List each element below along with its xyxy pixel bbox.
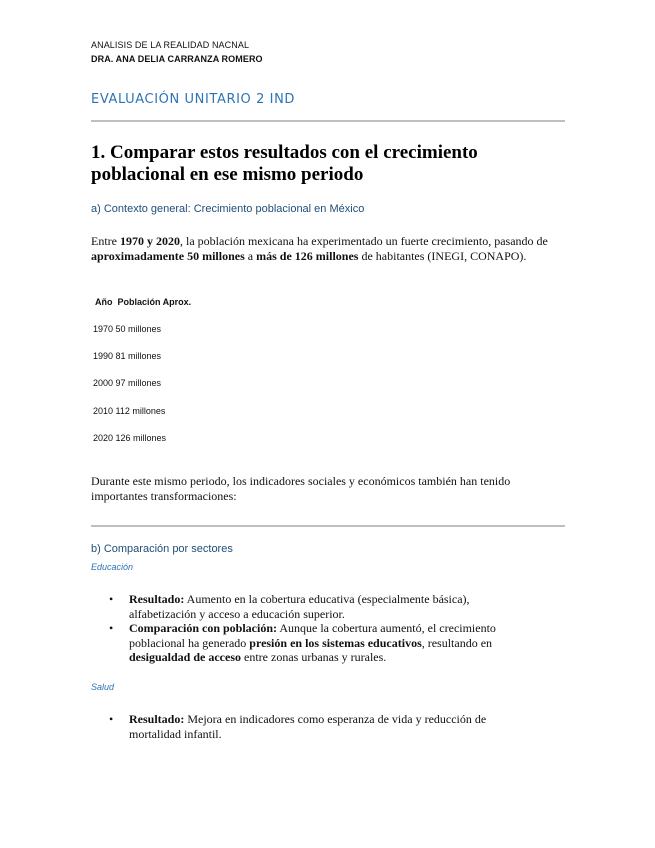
population-table-row: 1990 81 millones xyxy=(93,351,162,361)
intro-text-3: a xyxy=(244,248,257,263)
title-divider xyxy=(91,120,565,122)
intro-text-1: Entre xyxy=(91,234,120,248)
intro-text-2: , la población mexicana ha experimentado un fuerte crecimiento, pasando de xyxy=(180,234,548,248)
intro-paragraph xyxy=(91,234,561,263)
list-item xyxy=(91,712,531,741)
bullet-icon: • xyxy=(109,592,114,606)
closing-paragraph: Durante este mismo periodo, los indicadores sociales y económicos también han tenido importantes transformaciones: xyxy=(91,474,511,503)
subheading-context: a) Contexto general: Crecimiento poblacional en México xyxy=(91,203,365,215)
header-course: ANALISIS DE LA REALIDAD NACNAL xyxy=(91,40,250,50)
bullet-text: Aumento en la cobertura educativa (especialmente básica), alfabetización y acceso a educación superior. xyxy=(129,592,470,621)
bullet-text: Aunque la cobertura aumentó, el crecimiento poblacional ha generado xyxy=(129,621,496,650)
bullet-label: Comparación con población: xyxy=(129,621,278,635)
bullet-icon: • xyxy=(109,621,114,635)
document-title: EVALUACIÓN UNITARIO 2 IND xyxy=(91,92,296,107)
bullet-text: Mejora en indicadores como esperanza de vida y reducción de mortalidad infantil. xyxy=(129,712,487,741)
bullet-bold: presión en los sistemas educativos xyxy=(249,635,422,650)
bullet-label: Resultado: xyxy=(129,712,185,726)
bullet-text: , resultando en xyxy=(421,635,493,650)
population-table-row: 2000 97 millones xyxy=(93,378,162,388)
list-item xyxy=(91,592,531,621)
population-table-header: Año Población Aprox. xyxy=(95,297,192,307)
health-bullet-list xyxy=(91,712,531,741)
bullet-bold: desigualdad de acceso xyxy=(129,650,242,664)
bullet-icon: • xyxy=(109,712,114,726)
list-item xyxy=(91,621,531,665)
section-heading: 1. Comparar estos resultados con el crecimiento poblacional en ese mismo periodo xyxy=(91,142,478,185)
header-teacher: DRA. ANA DELIA CARRANZA ROMERO xyxy=(91,54,263,64)
intro-text-4: de habitantes (INEGI, CONAPO). xyxy=(358,248,527,263)
intro-bold-years: 1970 y 2020 xyxy=(120,234,180,248)
education-bullet-list xyxy=(91,592,531,665)
bullet-text: entre zonas urbanas y rurales. xyxy=(241,650,387,664)
education-label: Educación xyxy=(91,562,134,572)
population-table-row: 2020 126 millones xyxy=(93,433,167,443)
bullet-label: Resultado: xyxy=(129,592,185,606)
population-table-row: 1970 50 millones xyxy=(93,324,162,334)
section-divider xyxy=(91,525,565,527)
intro-bold-end: más de 126 millones xyxy=(256,248,359,263)
intro-bold-start: aproximadamente 50 millones xyxy=(91,248,245,263)
subheading-sectors: b) Comparación por sectores xyxy=(91,543,233,555)
population-table-row: 2010 112 millones xyxy=(93,406,166,416)
health-label: Salud xyxy=(91,682,115,692)
